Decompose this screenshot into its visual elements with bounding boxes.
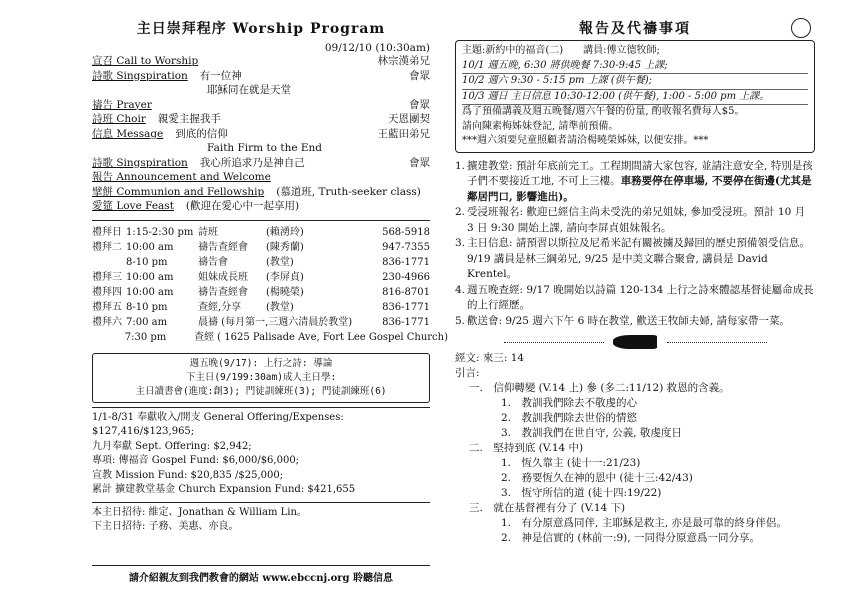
announcement-emphasis: 車務要停在停車場, 不要停在街邊(尤其是鄰居門口, 影響進出)。: [467, 175, 812, 203]
program-item: [92, 112, 430, 127]
program-item-label: 愛筵 Love Feast: [92, 200, 174, 212]
schedule-event: 查經,分享: [198, 301, 242, 313]
announcement-number: 2.: [455, 206, 466, 218]
divider-line: [504, 342, 604, 343]
announcement-number: 4.: [455, 283, 466, 296]
program-item-continued: 耶穌同在就是天堂: [207, 84, 291, 96]
program-item-label: 宣召 Call to Worship: [92, 55, 199, 67]
program-title: 主日崇拜程序 Worship Program: [136, 21, 386, 37]
schedule-contact: (教堂): [266, 301, 294, 313]
schedule-contact: (陳秀蘭): [266, 241, 304, 253]
program-item-leader: 林宗漢弟兄: [377, 55, 430, 67]
schedule-time: 10:00 am: [126, 241, 174, 253]
program-item: [92, 127, 430, 142]
schedule-row: [92, 315, 430, 330]
sermon-point: 2. 教訓我們除去世俗的情慾: [501, 412, 638, 424]
schedule-row: [92, 255, 430, 270]
announcement-body: 主日信息: 請預習以斯拉及尼希米記有關被擄及歸回的歷史預備領受信息。9/19 講員是林三綱弟兄, 9/25 是中美文聯合聚會, 講員是 David Krentel。: [467, 237, 810, 280]
program-item-title: 我心所追求乃是神自己: [199, 156, 305, 169]
sermon-point: 3. 恆守所信的道 (徒十四:19/22): [501, 487, 662, 499]
schedule-phone: 947-7355: [382, 241, 430, 253]
classes-line: 週五晚(9/17): 上行之詩: 導論: [189, 357, 333, 369]
announcements-title: [455, 18, 815, 38]
program-item: [92, 156, 430, 171]
seminar-topic-box: [455, 40, 815, 153]
sermon-outline: [455, 351, 815, 546]
topic-line: ***週六須要兒童照顧者請洽楊曉榮姊妹, 以便安排。***: [462, 135, 709, 146]
announcement-item: [455, 314, 815, 330]
website-footer: 請介紹親友到我們教會的網站 www.ebccnj.org 聆聽信息: [92, 565, 430, 584]
sermon-points: [455, 381, 815, 546]
schedule-row: [92, 285, 430, 300]
schedule-time: 7:00 am: [126, 316, 168, 328]
schedule-contact: (教堂): [266, 256, 294, 268]
divider-line: [667, 342, 767, 343]
schedule-day: 禮拜四: [92, 286, 122, 298]
schedule-time: 8-10 pm: [126, 256, 168, 268]
schedule-time: 1:15-2:30 pm: [126, 226, 194, 238]
schedule-row: [92, 330, 448, 345]
program-item: [92, 98, 430, 113]
scroll-ornament-icon: [791, 18, 811, 38]
program-item-label: 報告 Announcement and Welcome: [92, 171, 271, 183]
announcement-item: [455, 205, 815, 236]
schedule-time: 10:00 am: [126, 286, 174, 298]
schedule-event: 禱告查經會: [198, 241, 248, 253]
hospitality-line: 本主日招待: 維定、Jonathan & William Lin。: [92, 506, 307, 518]
sermon-point: 2. 神是信實的 (林前一:9), 一同得分原意爲一同分享。: [501, 532, 760, 544]
schedule-day: 禮拜二: [92, 241, 122, 253]
announcement-item: [455, 236, 815, 283]
schedule-contact: (賴湧玲): [266, 226, 304, 238]
scripture: 經文: 來三: 14: [455, 352, 525, 364]
program-item-continued: Faith Firm to the End: [207, 142, 323, 154]
schedule-event: 晨禱 (每月第一,三週六清晨於教堂): [198, 316, 353, 328]
schedule-day: 禮拜日: [92, 226, 122, 238]
schedule-time: 10:00 am: [126, 271, 174, 283]
program-item: [92, 69, 430, 84]
hospitality-section: [92, 502, 430, 535]
sermon-point: 1. 恆久靠主 (徒十一:21/23): [501, 457, 641, 469]
schedule-day: [92, 330, 125, 345]
classes-line: 下主日(9/199:30am)成人主日學:: [185, 371, 337, 383]
classes-line: 主日讀書會(進度:創3); 門徒訓練班(3); 門徒訓練班(6): [135, 385, 387, 397]
schedule-phone: 836-1771: [382, 256, 430, 268]
sermon-point: 二. 堅持到底 (V.14 中): [469, 442, 584, 454]
finance-line: 累計 擴建教堂基金 Church Expansion Fund: $421,655: [92, 484, 356, 495]
schedule-phone: 816-8701: [382, 286, 430, 298]
topic-line: 請向陳素梅姊妹登記, 請準前預備。: [462, 120, 619, 132]
program-item: [92, 199, 430, 214]
sermon-point: 2. 務要恆久在神的恩中 (徒十三:42/43): [501, 472, 693, 484]
schedule-contact: (李屏貞): [266, 271, 304, 283]
program-item: [92, 54, 430, 69]
schedule-day: 禮拜五: [92, 301, 122, 313]
schedule-event: 詩班: [198, 226, 218, 238]
program-item-label: 詩班 Choir: [92, 113, 146, 125]
announcement-number: 1.: [455, 159, 466, 172]
weekly-schedule: [92, 220, 448, 345]
finance-section: [92, 407, 430, 498]
worship-program-column: [92, 18, 448, 535]
schedule-row: [92, 270, 430, 285]
program-item-leader: 會眾: [409, 156, 430, 169]
announcement-text: [467, 283, 815, 314]
schedule-day: 禮拜三: [92, 271, 122, 283]
program-item-title: 到底的信仰: [175, 127, 228, 140]
program-date: 09/12/10 (10:30am): [324, 42, 430, 54]
schedule-event: 查經 ( 1625 Palisade Ave, Fort Lee Gospel Church): [194, 331, 448, 343]
schedule-time: 8-10 pm: [126, 301, 168, 313]
schedule-row: [92, 225, 430, 240]
schedule-day: [92, 255, 126, 270]
program-item-title: (歡迎在愛心中一起享用): [185, 200, 300, 212]
program-item-label: 詩歌 Singspiration: [92, 69, 188, 82]
announcement-body: 擴建教堂: 預計年底前完工。工程期間請大家包容, 並請注意安全, 特別是孩子們不要接近工地, 不可上三樓。: [467, 159, 813, 187]
classes-box: [92, 353, 430, 403]
fish-divider: [455, 335, 815, 349]
sermon-point: 三. 就在基督裡有分了 (V.14 下): [469, 502, 626, 514]
program-item-leader: 天恩團契: [388, 113, 430, 125]
schedule-phone: 568-5918: [382, 226, 430, 238]
schedule-event: 禱告會: [198, 256, 228, 268]
announcement-item: [455, 283, 815, 314]
schedule-day: 禮拜六: [92, 316, 122, 328]
sermon-intro: 引言:: [455, 367, 480, 379]
program-item-title: 親愛主握我手: [157, 113, 221, 125]
schedule-time: 7:30 pm: [124, 331, 167, 343]
sermon-point: 1. 有分原意爲同伴, 主耶穌是救主, 亦是最可靠的終身伴侶。: [501, 517, 787, 529]
announcement-list: [455, 159, 815, 330]
finance-line: 1/1-8/31 奉獻收入/開支 General Offering/Expenses: $127,416/$123,965;: [92, 411, 344, 437]
program-item-leader: 王藍田弟兄: [377, 127, 430, 140]
schedule-row: [92, 300, 430, 315]
program-item: [92, 170, 430, 185]
announcement-number: 5.: [455, 314, 466, 327]
finance-line: 九月奉獻 Sept. Offering: $2,942;: [92, 440, 252, 452]
program-item-leader: 會眾: [409, 69, 430, 82]
announcement-body: 週五晚查經: 9/17 晚開始以詩篇 120-134 上行之詩來體認基督徒屬命成長的上行經歷。: [467, 283, 814, 311]
sermon-point: 一. 信仰轉變 (V.14 上) 參 (多二:11/12) 救恩的含義。: [469, 382, 730, 394]
announcement-text: [467, 314, 815, 330]
announcement-text: [467, 159, 815, 206]
announcement-text: [467, 205, 815, 236]
schedule-phone: 230-4966: [382, 271, 430, 283]
topic-line: 主題:新約中的福音(二) 講員:傅立德牧師;: [462, 45, 660, 56]
announcement-item: [455, 159, 815, 206]
topic-line: 10/3 週日 主日信息 10:30-12:00 (供午餐), 1:00 - 5:00 pm 上課。: [462, 90, 808, 106]
schedule-phone: 836-1771: [382, 316, 430, 328]
program-item-label: 禱告 Prayer: [92, 98, 152, 111]
schedule-row: [92, 240, 430, 255]
announcement-number: 3.: [455, 237, 466, 249]
program-items: [92, 54, 430, 214]
finance-line: 宣教 Mission Fund: $20,835 /$25,000;: [92, 469, 284, 481]
schedule-event: 姐妹成長班: [198, 271, 248, 283]
topic-line: 10/2 週六 9:30 - 5:15 pm 上課 (供午餐);: [462, 74, 808, 90]
announcements-column: [455, 18, 815, 546]
schedule-event: 禱告查經會: [198, 286, 248, 298]
sermon-point: 1. 教訓我們除去不敬虔的心: [501, 397, 638, 409]
fish-icon: [613, 335, 657, 349]
program-item-leader: 會眾: [409, 98, 430, 111]
topic-line: 爲了預備講義及週五晚餐/週六午餐的份量, 酌收報名費每人$5。: [462, 106, 745, 117]
program-item-label: 信息 Message: [92, 127, 164, 140]
schedule-phone: 836-1771: [382, 301, 430, 313]
announcements-title-text: 報告及代禱事項: [579, 21, 691, 37]
finance-line: 專項: 傳福音 Gospel Fund: $6,000/$6,000;: [92, 455, 300, 466]
program-item-title: (慕道班, Truth-seeker class): [276, 185, 421, 198]
sermon-point: 3. 教訓我們在世自守, 公義, 敬虔度日: [501, 427, 682, 439]
program-item-label: 詩歌 Singspiration: [92, 156, 188, 169]
announcement-text: [467, 236, 815, 283]
program-item-title: 有一位神: [199, 69, 242, 82]
announcement-body: 歡送會: 9/25 週六下午 6 時在教堂, 歡送王牧師夫婦, 請每家帶一菜。: [467, 314, 790, 327]
announcement-body: 受浸班報名: 歡迎已經信主尚未受洗的弟兄姐妹, 參加受浸班。預計 10 月 3 日 9:30 開始上課, 請向李屏貞姐妹報名。: [467, 206, 806, 234]
schedule-contact: (楊曉榮): [266, 286, 304, 298]
topic-line: 10/1 週五晚, 6:30 將供晚餐 7:30-9:45 上課;: [462, 59, 808, 75]
hospitality-line: 下主日招待: 子務、美惠、亦良。: [92, 521, 239, 532]
program-item: [92, 185, 430, 200]
program-item-label: 擘餅 Communion and Fellowship: [92, 185, 265, 198]
